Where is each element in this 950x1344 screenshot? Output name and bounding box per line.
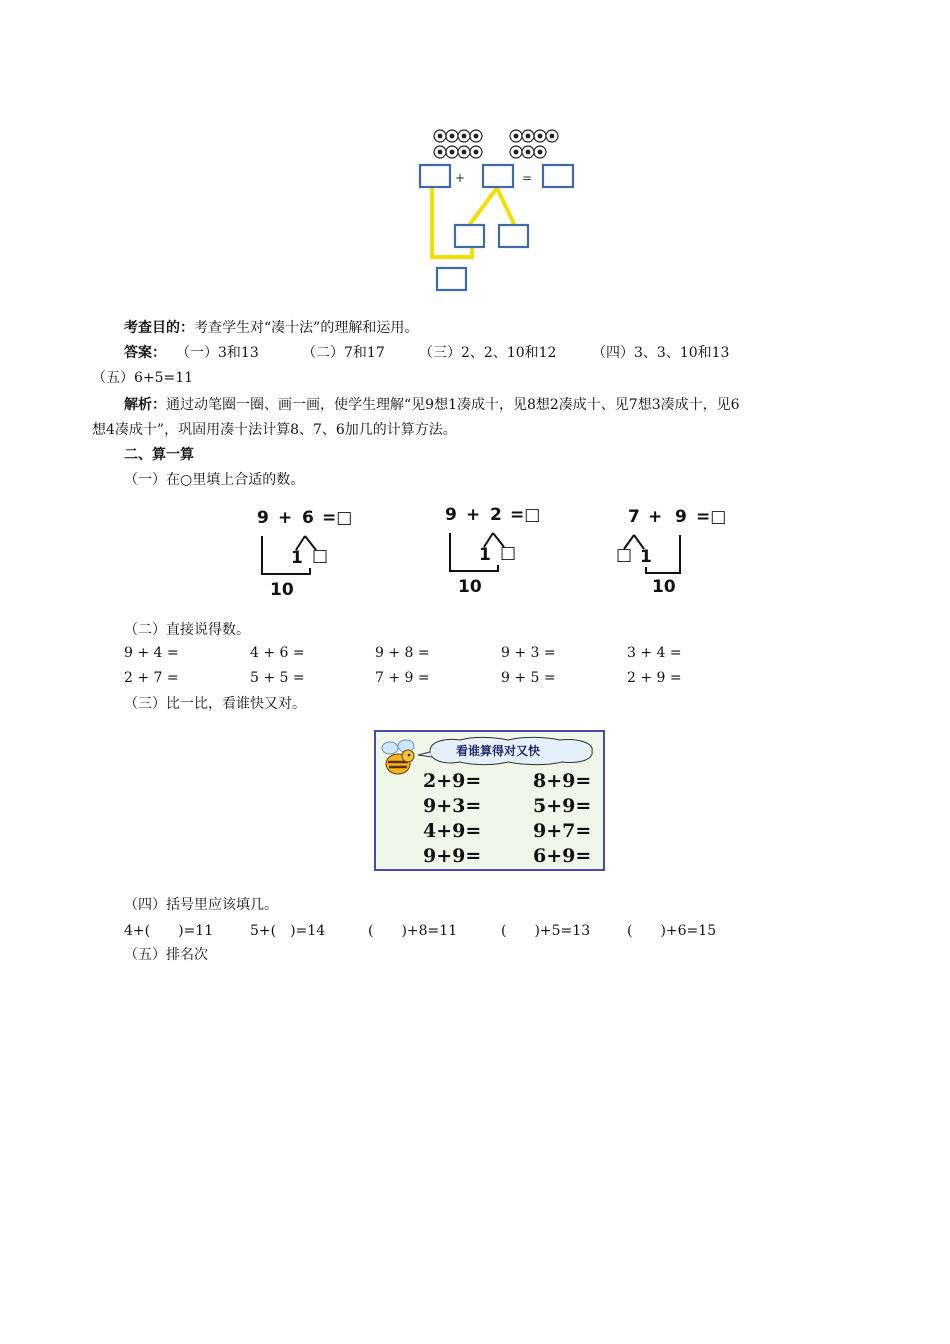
analysis-text-1: 通过动笔圈一圈、画一画，使学生理解“见9想1凑成十，见8想2凑成十、见7想3凑成十，见6 — [166, 397, 740, 413]
section-title: 二、算一算 — [124, 447, 194, 463]
answer-boxes[interactable] — [420, 165, 573, 290]
part3-instruction: （三）比一比，看谁快又对。 — [124, 696, 306, 712]
diagram-2-ten: 10 — [458, 577, 482, 597]
oral-calc-item: 4 + 6 = — [250, 645, 305, 661]
answer-1: （一）3和13 — [176, 345, 259, 361]
diagram-1-box[interactable]: □ — [312, 546, 329, 566]
answer-4: （四）3、3、10和13 — [592, 345, 730, 361]
diagram-2-op: + — [466, 505, 481, 525]
fill-blank-item: 5+( )=14 — [250, 923, 326, 939]
oral-calc-row-1 — [124, 645, 744, 665]
make-ten-diagram-2 — [438, 505, 558, 597]
card-left-2: 9+3= — [423, 795, 482, 817]
fill-blank-item: ( )+8=11 — [368, 923, 458, 939]
card-left-4: 9+9= — [423, 845, 482, 867]
make-ten-diagram-3 — [612, 507, 742, 599]
diagram-1-eq[interactable]: =□ — [322, 508, 353, 528]
card-left-3: 4+9= — [423, 820, 482, 842]
diagram-2-box[interactable]: □ — [500, 543, 517, 563]
oral-calc-item: 2 + 9 = — [627, 670, 682, 686]
diagram-1-a: 9 — [257, 508, 269, 528]
oral-calc-item: 5 + 5 = — [250, 670, 305, 686]
oral-calc-item: 9 + 4 = — [124, 645, 179, 661]
fill-blank-row — [124, 920, 744, 940]
answer-2: （二）7和17 — [302, 345, 385, 361]
oral-calc-item: 9 + 3 = — [501, 645, 556, 661]
diagram-1-split: 1 — [291, 548, 303, 568]
diagram-2-split: 1 — [479, 545, 491, 565]
fill-blank-item: 4+( )=11 — [124, 923, 214, 939]
card-right-1: 8+9= — [533, 770, 592, 792]
card-left-1: 2+9= — [423, 770, 482, 792]
top-figure — [410, 122, 590, 294]
analysis-label: 解析： — [124, 397, 166, 413]
fill-blank-item: ( )+5=13 — [501, 923, 591, 939]
diagram-3-box[interactable]: □ — [616, 545, 633, 565]
equals-sign: = — [522, 171, 533, 185]
analysis-line-1 — [124, 395, 740, 415]
diagram-3-a: 7 — [628, 507, 640, 527]
diagram-1-b: 6 — [302, 508, 314, 528]
diagram-3-split: 1 — [640, 547, 652, 567]
diagram-2-eq[interactable]: =□ — [510, 505, 541, 525]
purpose-label: 考查目的： — [124, 320, 194, 336]
part1-instruction: （一）在○里填上合适的数。 — [124, 472, 305, 488]
diagram-1-op: + — [278, 508, 293, 528]
part5-instruction: （五）排名次 — [124, 947, 208, 963]
oral-calc-item: 3 + 4 = — [627, 645, 682, 661]
diagram-3-op: + — [648, 507, 663, 527]
quiz-card — [374, 730, 605, 871]
card-title: 看谁算得对又快 — [456, 744, 541, 758]
diagram-1-ten: 10 — [270, 580, 294, 600]
card-right-4: 6+9= — [533, 845, 592, 867]
oral-calc-item: 7 + 9 = — [375, 670, 430, 686]
oral-calc-item: 2 + 7 = — [124, 670, 179, 686]
analysis-line-2: 想4凑成十”，巩固用凑十法计算8、7、6加几的计算方法。 — [92, 422, 457, 438]
fill-blank-item: ( )+6=15 — [627, 923, 717, 939]
part2-instruction: （二）直接说得数。 — [124, 622, 250, 638]
card-right-3: 9+7= — [533, 820, 592, 842]
plus-sign: + — [455, 171, 466, 185]
purpose-text: 考查学生对“凑十法”的理解和运用。 — [194, 320, 419, 336]
oral-calc-item: 9 + 8 = — [375, 645, 430, 661]
diagram-3-b: 9 — [675, 507, 687, 527]
oral-calc-row-2 — [124, 670, 744, 690]
part4-instruction: （四）括号里应该填几。 — [124, 897, 278, 913]
card-right-2: 5+9= — [533, 795, 592, 817]
answer-label: 答案： — [124, 345, 166, 361]
purpose-line — [124, 318, 418, 338]
diagram-3-eq[interactable]: =□ — [696, 507, 727, 527]
answer-line — [124, 343, 764, 363]
make-ten-diagram-1 — [250, 508, 370, 600]
diagram-2-a: 9 — [445, 505, 457, 525]
diagram-3-ten: 10 — [652, 577, 676, 597]
diagram-2-b: 2 — [490, 505, 502, 525]
oral-calc-item: 9 + 5 = — [501, 670, 556, 686]
answer-5: （五）6+5=11 — [92, 370, 194, 386]
answer-3: （三）2、2、10和12 — [419, 345, 557, 361]
